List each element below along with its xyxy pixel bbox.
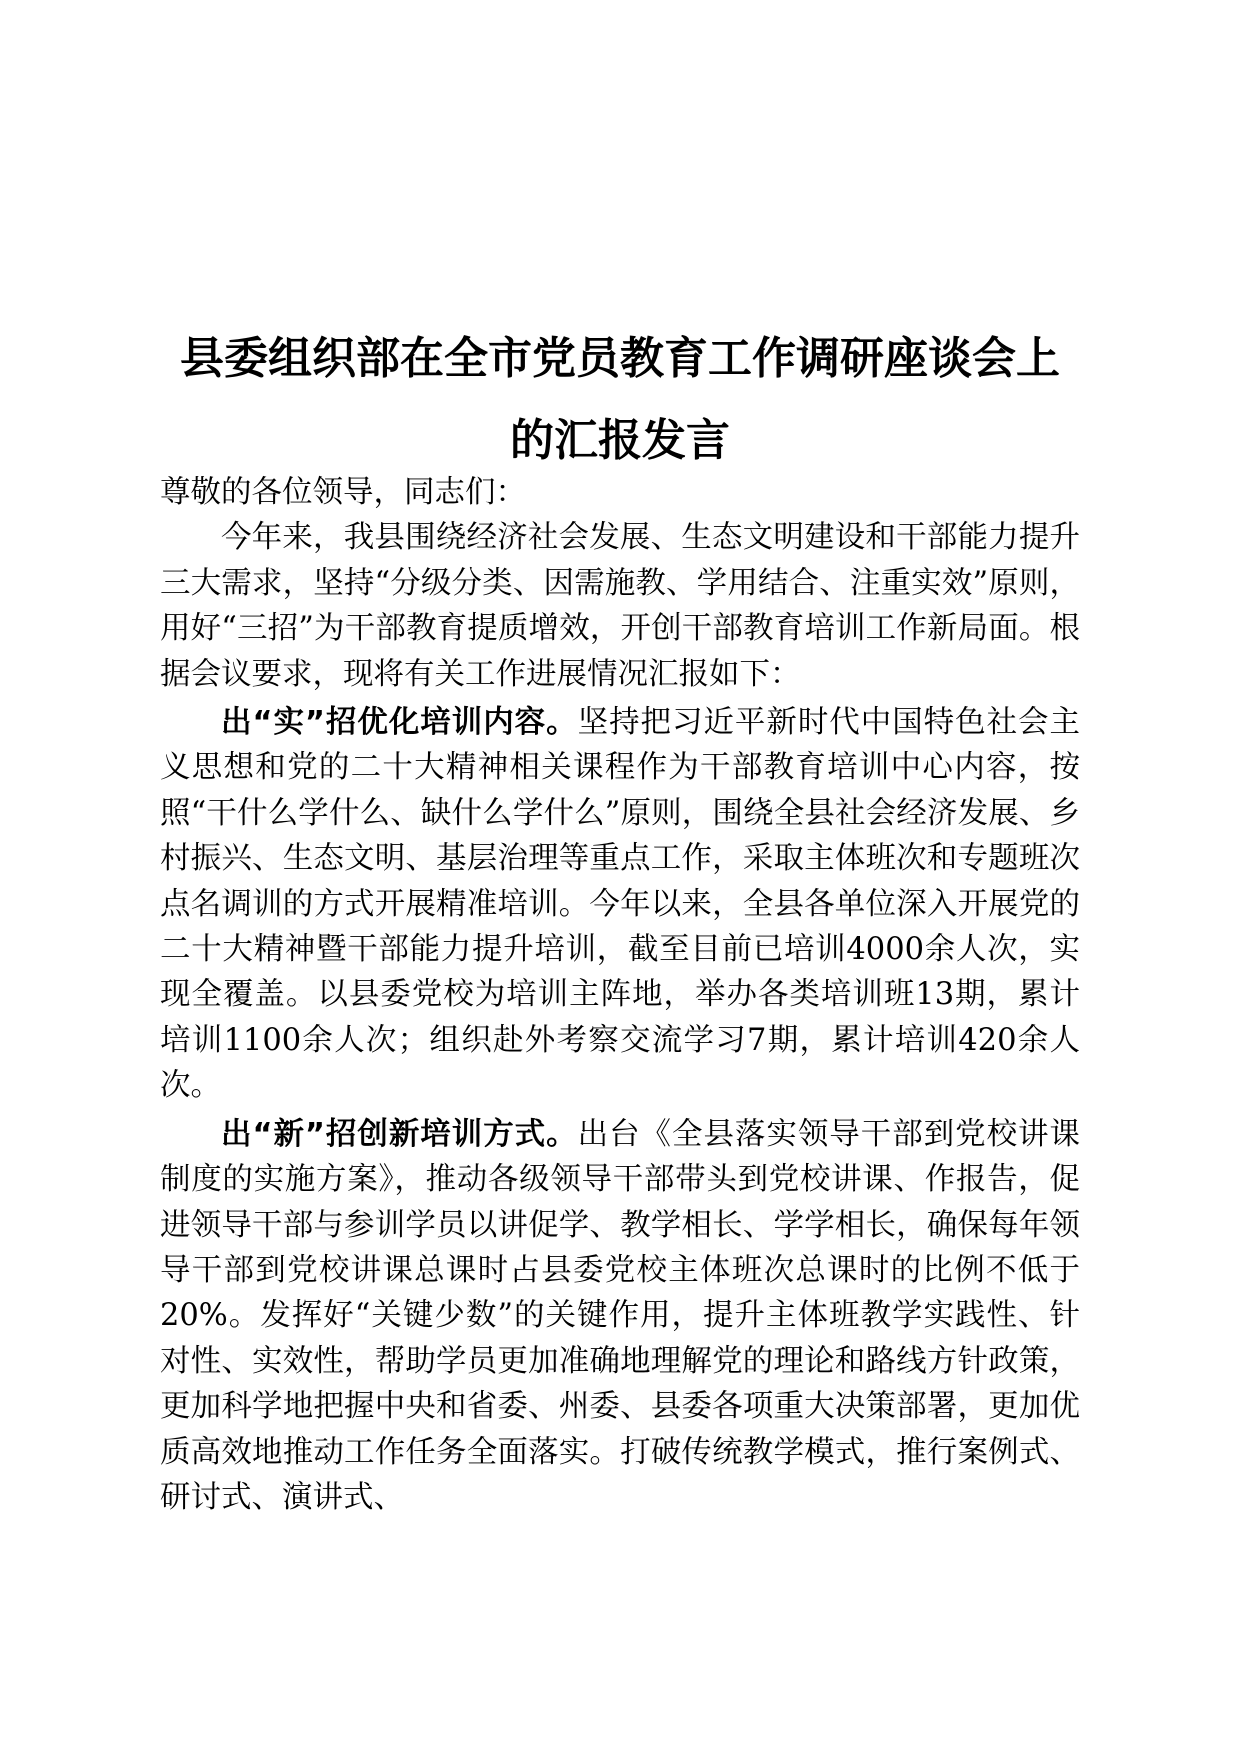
document-body <box>160 470 1080 1520</box>
intro-paragraph: 今年来，我县围绕经济社会发展、生态文明建设和干部能力提升三大需求，坚持“分级分类、因需施教、学用结合、注重实效”原则，用好“三招”为干部教育提质增效，开创干部教育培训工作新局面。根据会议要求，现将有关工作进展情况汇报如下： <box>160 520 1080 692</box>
title-line-2: 的汇报发言 <box>510 415 730 466</box>
section-text-2: 出台《全县落实领导干部到党校讲课制度的实施方案》，推动各级领导干部带头到党校讲课、作报告，促进领导干部与参训学员以讲促学、教学相长、学学相长，确保每年领导干部到党校讲课总课时占县委党校主体班次总课时的比例不低于20%。发挥好“关键少数”的关键作用，提升主体班教学实践性、针对性、实效性，帮助学员更加准确地理解党的理论和路线方针政策，更加科学地把握中央和省委、州委、县委各项重大决策部署，更加优质高效地推动工作任务全面落实。打破传统教学模式，推行案例式、研讨式、演讲式、 <box>160 1116 1081 1515</box>
title-line-1: 县委组织部在全市党员教育工作调研座谈会上 <box>180 333 1060 384</box>
section-text-1: 坚持把习近平新时代中国特色社会主义思想和党的二十大精神相关课程作为干部教育培训中心内容，按照“干什么学什么、缺什么学什么”原则，围绕全县社会经济发展、乡村振兴、生态文明、基层治理等重点工作，采取主体班次和专题班次点名调训的方式开展精准培训。今年以来，全县各单位深入开展党的二十大精神暨干部能力提升培训，截至目前已培训4000余人次，实现全覆盖。以县委党校为培训主阵地，举办各类培训班13期，累计培训1100余人次；组织赴外考察交流学习7期，累计培训420余人次。 <box>160 705 1081 1104</box>
document-title <box>140 318 1100 482</box>
section-heading-2: 出“新”招创新培训方式。 <box>221 1116 578 1152</box>
section-paragraph-1 <box>160 700 1080 1109</box>
section-heading-1: 出“实”招优化培训内容。 <box>221 705 578 741</box>
section-paragraph-2 <box>160 1112 1080 1521</box>
salutation: 尊敬的各位领导，同志们： <box>160 475 526 510</box>
